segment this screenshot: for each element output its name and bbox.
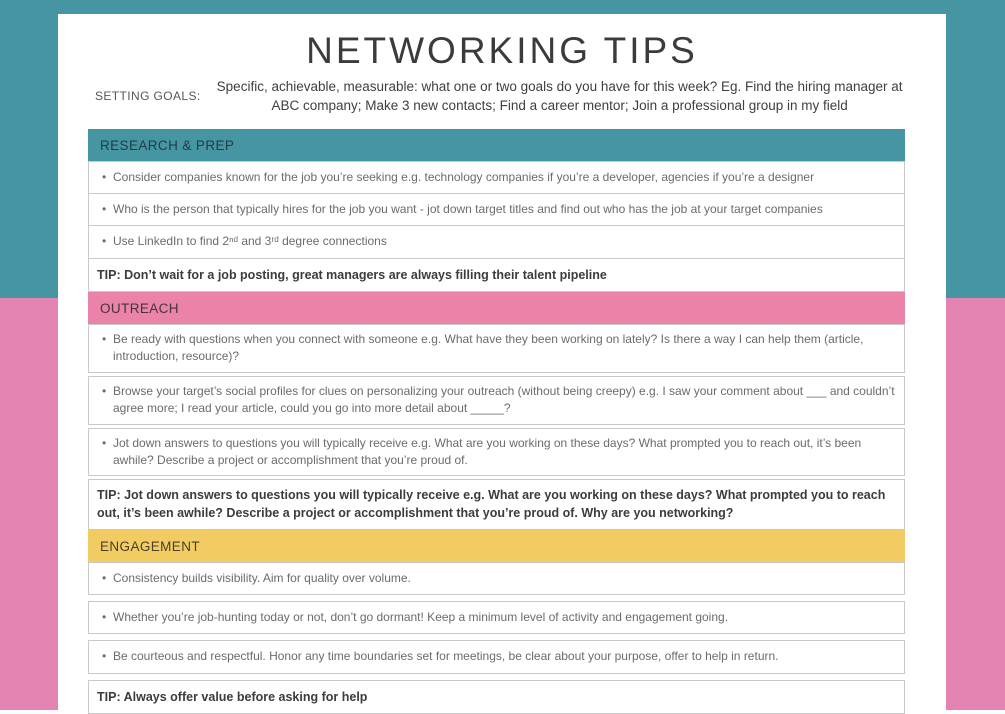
section-outreach [88,292,905,530]
bullet-row: • Jot down answers to questions you will typically receive e.g. What are you working on these days? What prompted you to reach out, it’s been awhile? Describe a project or accomplishment that you’re proud of. [88,428,905,477]
section-header-outreach: OUTREACH [88,292,905,325]
section-research-prep [88,129,905,292]
bullet-row: • Consider companies known for the job you’re seeking e.g. technology companies if you’re a developer, agencies if you’re a designer [88,161,905,194]
section-header-engagement: ENGAGEMENT [88,530,905,563]
section-header-research-prep: RESEARCH & PREP [88,129,905,162]
setting-goals-row [95,77,908,116]
tip-row: TIP: Don’t wait for a job posting, great managers are always filling their talent pipeline [88,258,905,292]
bullet-row: • Be ready with questions when you connect with someone e.g. What have they been working on lately? Is there a way I can help them (article, introduction, resource)? [88,324,905,373]
bullet-row: • Who is the person that typically hires for the job you want - jot down target titles and find out who has the job at your target companies [88,193,905,226]
tip-row: TIP: Always offer value before asking for help [88,680,905,714]
setting-goals-text: Specific, achievable, measurable: what one or two goals do you have for this week? Eg. Find the hiring manager at ABC company; Make 3 new contacts; Find a career mentor; Join a professional group in my field [216,78,903,114]
page-title: NETWORKING TIPS [306,30,698,71]
setting-goals-label: SETTING GOALS: [95,89,201,104]
bullet-row: • Consistency builds visibility. Aim for quality over volume. [88,562,905,595]
tips-table [88,129,905,714]
bullet-row: • Browse your target’s social profiles for clues on personalizing your outreach (without being creepy) e.g. I saw your comment about ___ and couldn’t agree more; I read your article, could you go into more detail about _____? [88,376,905,425]
bullet-row: • Use LinkedIn to find 2ⁿᵈ and 3ʳᵈ degree connections [88,225,905,258]
section-engagement [88,530,905,714]
bullet-row: • Be courteous and respectful. Honor any time boundaries set for meetings, be clear about your purpose, offer to help in return. [88,640,905,673]
tip-row: TIP: Jot down answers to questions you will typically receive e.g. What are you working on these days? What prompted you to reach out, it’s been awhile? Describe a project or accomplishment that you’re proud of. Why are you networking? [88,479,905,529]
poster-card [58,14,946,710]
bullet-row: • Whether you’re job-hunting today or not, don’t go dormant! Keep a minimum level of activity and engagement going. [88,601,905,634]
